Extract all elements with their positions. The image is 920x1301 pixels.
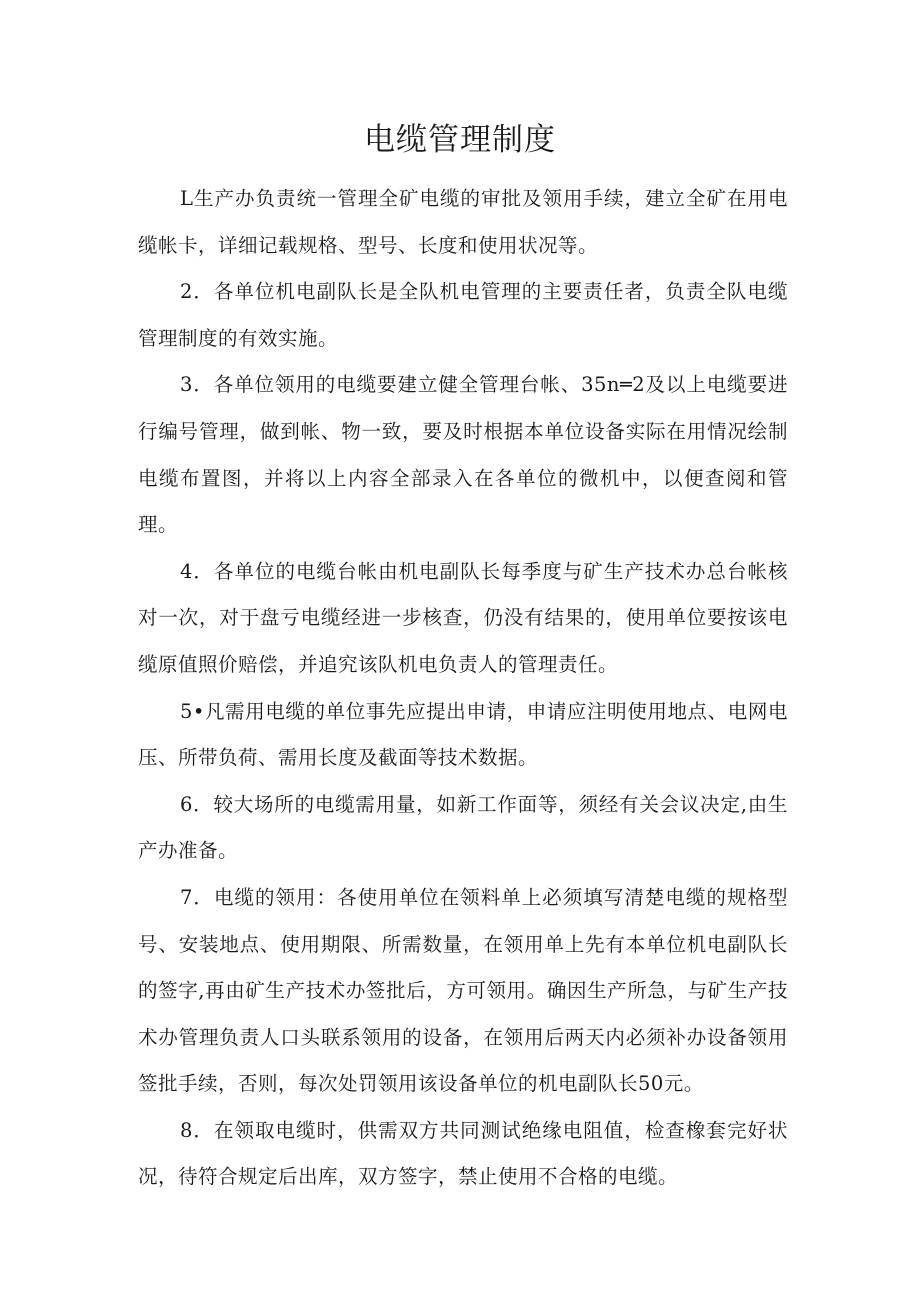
paragraph-4: 4．各单位的电缆台帐由机电副队长每季度与矿生产技术办总台帐核对一次，对于盘亏电缆经进一步核查，仍没有结果的，使用单位要按该电缆原值照价赔偿，并追究该队机电负责人的管理责任。 [138,559,788,676]
paragraph-7: 7．电缆的领用：各使用单位在领料单上必须填写清楚电缆的规格型号、安装地点、使用期限、所需数量，在领用单上先有本单位机电副队长的签字,再由矿生产技术办签批后，方可领用。确因生产所急，与矿生产技术办管理负责人口头联系领用的设备，在领用后两天内必须补办设备领用签批手续，否则，每次处罚领用该设备单位的机电副队长50元。 [138,885,788,1096]
paragraph-1: L生产办负责统一管理全矿电缆的审批及领用手续，建立全矿在用电缆帐卡，详细记载规格、型号、长度和使用状况等。 [138,187,788,257]
paragraph-6: 6．较大场所的电缆需用量，如新工作面等，须经有关会议决定,由生产办准备。 [138,792,788,863]
paragraph-3: 3．各单位领用的电缆要建立健全管理台帐、35n═2及以上电缆要进行编号管理，做到帐、物一致，要及时根据本单位设备实际在用情况绘制电缆布置图，并将以上内容全部录入在各单位的微机中，以便查阅和管理。 [138,373,788,537]
paragraph-8: 8．在领取电缆时，供需双方共同测试绝缘电阻值，检查橡套完好状况，待符合规定后出库，双方签字，禁止使用不合格的电缆。 [138,1118,788,1189]
paragraph-5: 5•凡需用电缆的单位事先应提出申请，申请应注明使用地点、电网电压、所带负荷、需用长度及截面等技术数据。 [138,699,788,770]
document-title: 电缆管理制度 [364,122,556,158]
document-body [138,176,788,1201]
paragraph-2: 2．各单位机电副队长是全队机电管理的主要责任者，负责全队电缆管理制度的有效实施。 [138,280,788,350]
